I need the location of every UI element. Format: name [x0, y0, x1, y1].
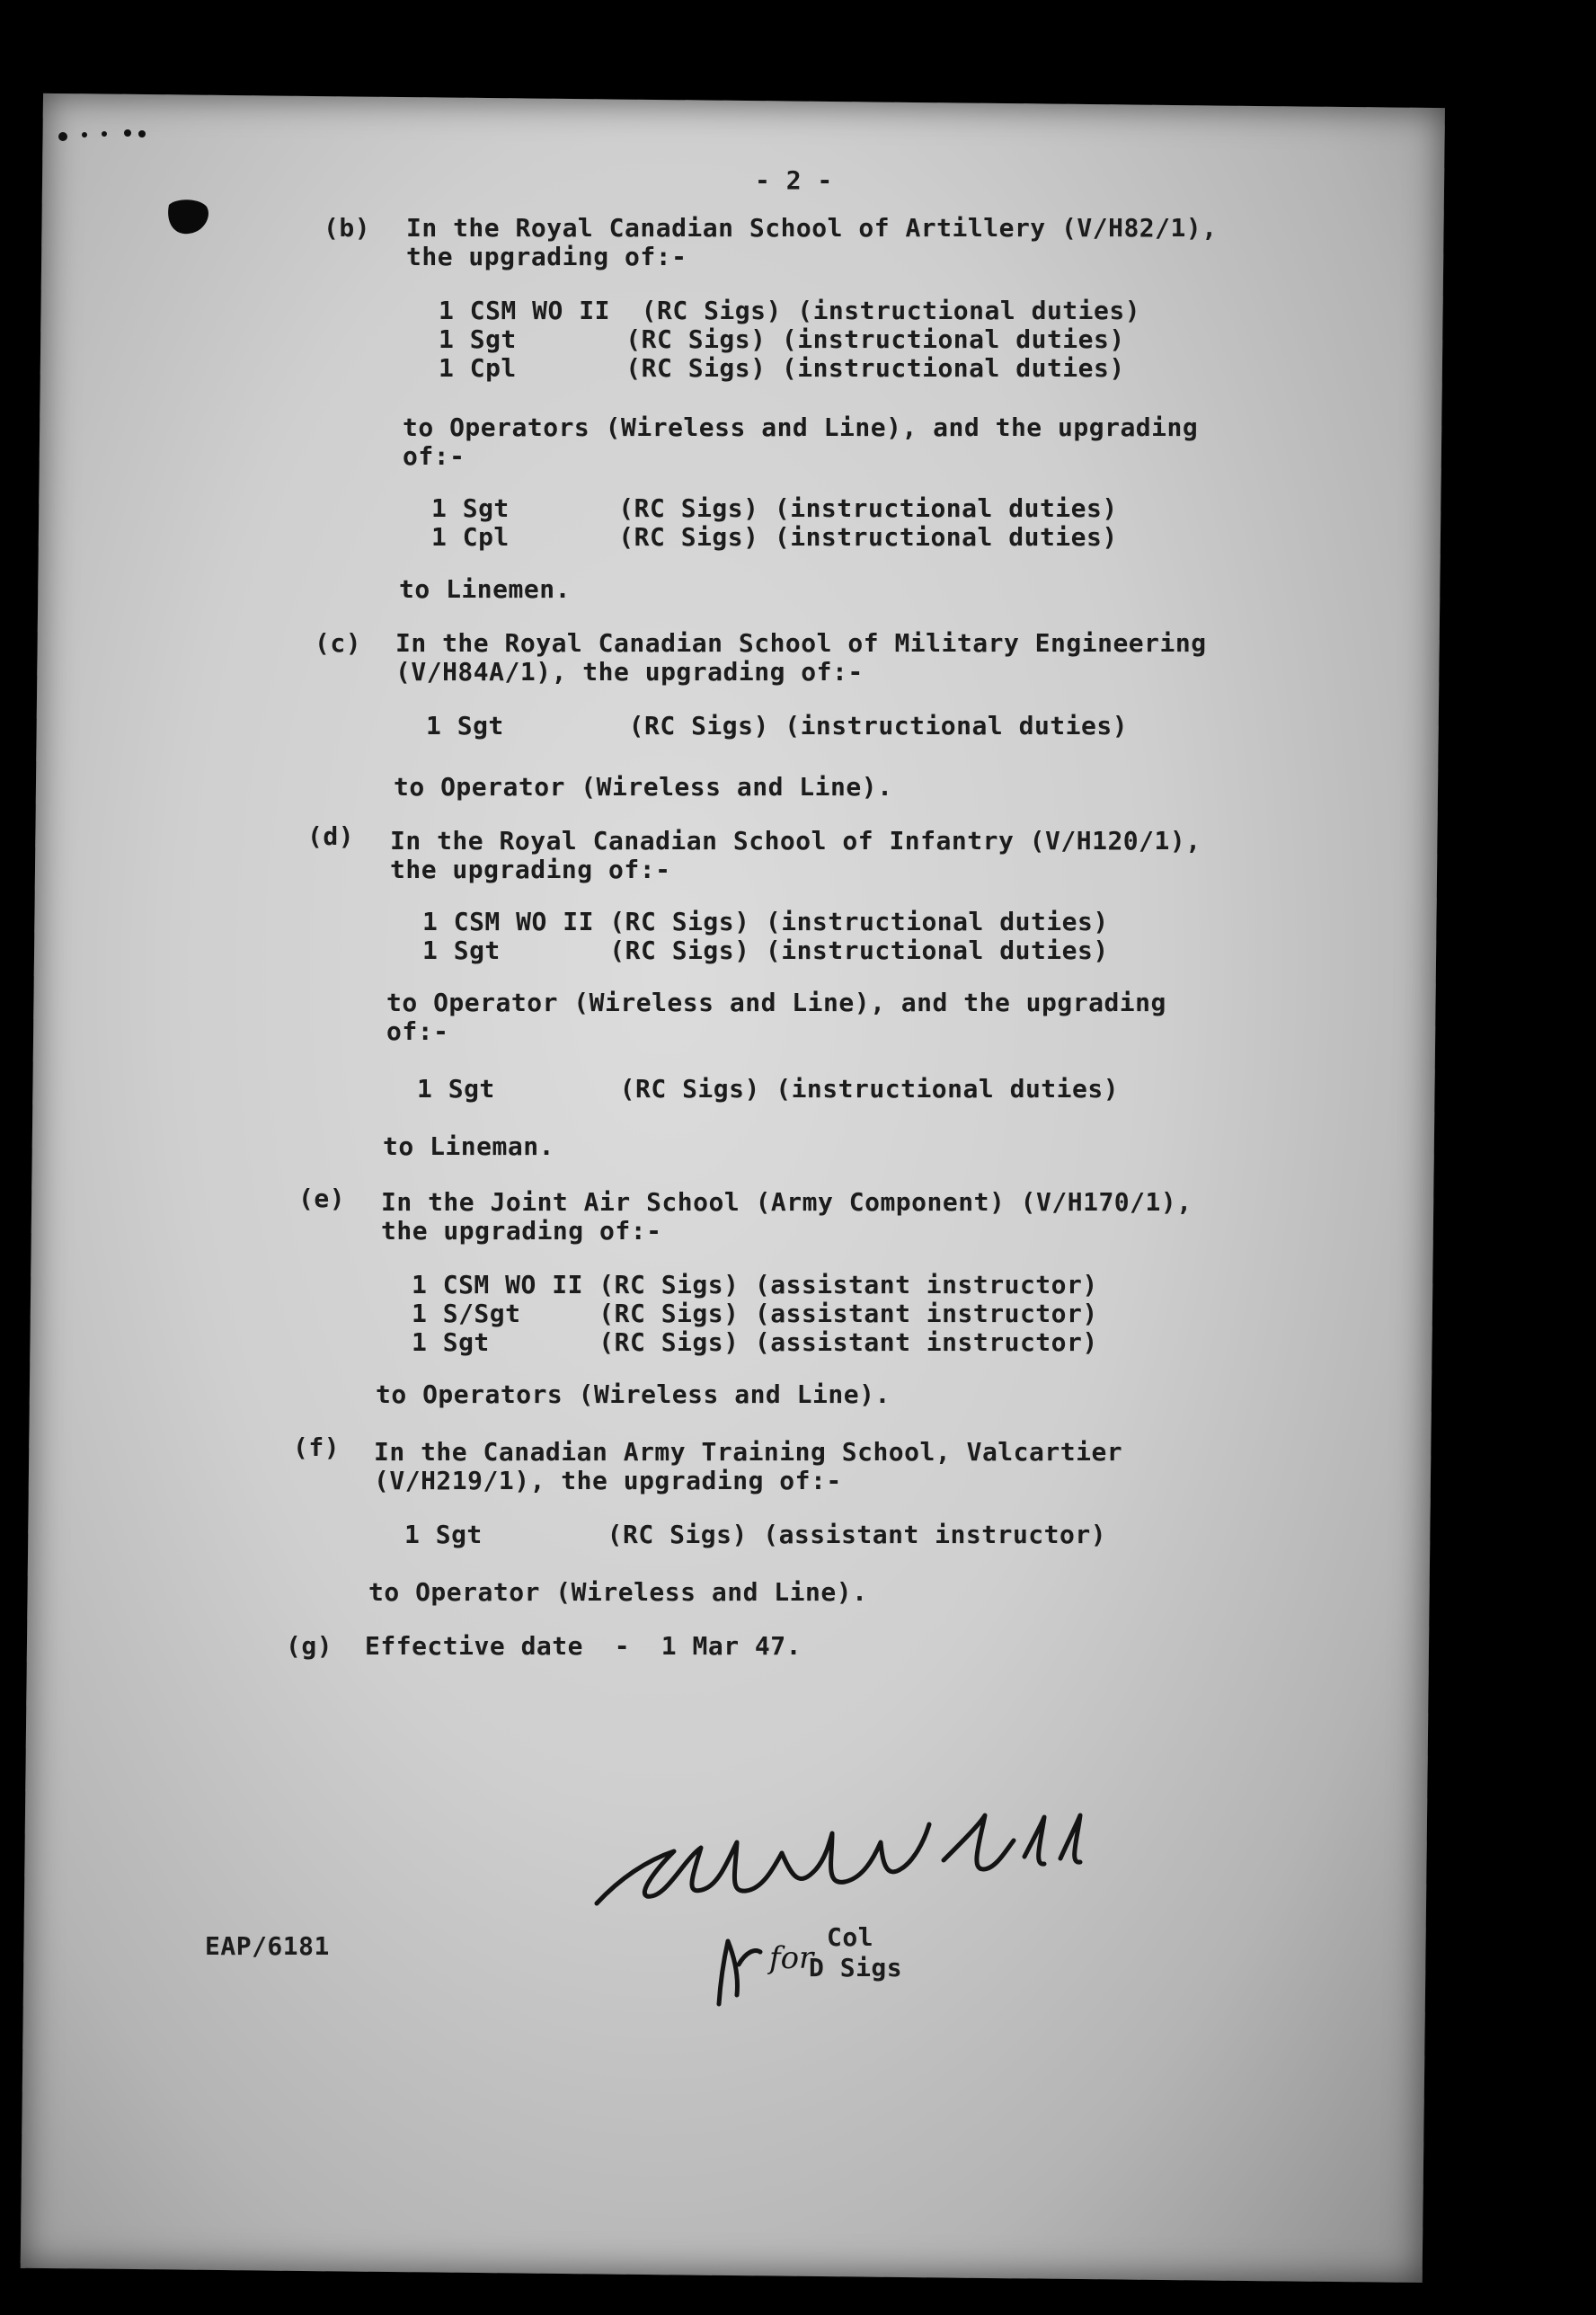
rank-list: 1 Sgt (RC Sigs) (instructional duties) 1 Cpl (RC Sigs) (instructional duties): [431, 493, 1118, 552]
rank-list: 1 CSM WO II (RC Sigs) (instructional duties) 1 Sgt (RC Sigs) (instructional duties) 1 Cpl (RC Sigs) (instructional duties): [439, 296, 1141, 383]
section-ending: to Lineman.: [383, 1131, 554, 1161]
rank-list: 1 CSM WO II (RC Sigs) (assistant instructor) 1 S/Sgt (RC Sigs) (assistant instructor) 1 Sgt (RC Sigs) (assistant instructor): [412, 1270, 1098, 1357]
file-reference: EAP/6181: [205, 1931, 330, 1961]
rank-list: 1 Sgt (RC Sigs) (instructional duties): [426, 711, 1129, 741]
section-middle-text: to Operator (Wireless and Line), and the upgrading of:-: [386, 988, 1166, 1046]
section-intro: In the Canadian Army Training School, Valcartier (V/H219/1), the upgrading of:-: [374, 1437, 1123, 1495]
section-label: (e): [298, 1184, 346, 1213]
rank-list: 1 Sgt (RC Sigs) (assistant instructor): [404, 1520, 1107, 1549]
section-ending: to Operator (Wireless and Line).: [368, 1577, 868, 1607]
rank-list: 1 Sgt (RC Sigs) (instructional duties): [417, 1074, 1120, 1104]
section-label: (d): [307, 821, 355, 851]
signatory-rank: Col: [827, 1922, 874, 1952]
section-intro: In the Royal Canadian School of Artillery (V/H82/1), the upgrading of:-: [406, 213, 1218, 271]
section-intro: In the Royal Canadian School of Military Engineering (V/H84A/1), the upgrading of:-: [395, 628, 1207, 687]
section-middle-text: to Operators (Wireless and Line), and the upgrading of:-: [403, 412, 1199, 471]
section-intro: In the Royal Canadian School of Infantry (V/H120/1), the upgrading of:-: [390, 826, 1201, 884]
page-number: - 2 -: [755, 165, 833, 195]
effective-date: Effective date - 1 Mar 47.: [365, 1631, 802, 1661]
section-label: (b): [324, 213, 371, 243]
section-label: (c): [315, 628, 362, 658]
signatory-office: D Sigs: [809, 1953, 903, 1982]
section-label: (g): [286, 1631, 333, 1661]
section-ending: to Operator (Wireless and Line).: [394, 772, 893, 802]
signature-text: for: [769, 1940, 814, 1976]
section-intro: In the Joint Air School (Army Component) (V/H170/1), the upgrading of:-: [381, 1187, 1193, 1246]
rank-list: 1 CSM WO II (RC Sigs) (instructional duties) 1 Sgt (RC Sigs) (instructional duties): [422, 907, 1109, 965]
section-label: (f): [293, 1432, 341, 1462]
section-ending: to Operators (Wireless and Line).: [376, 1379, 891, 1409]
section-ending: to Linemen.: [399, 574, 571, 604]
